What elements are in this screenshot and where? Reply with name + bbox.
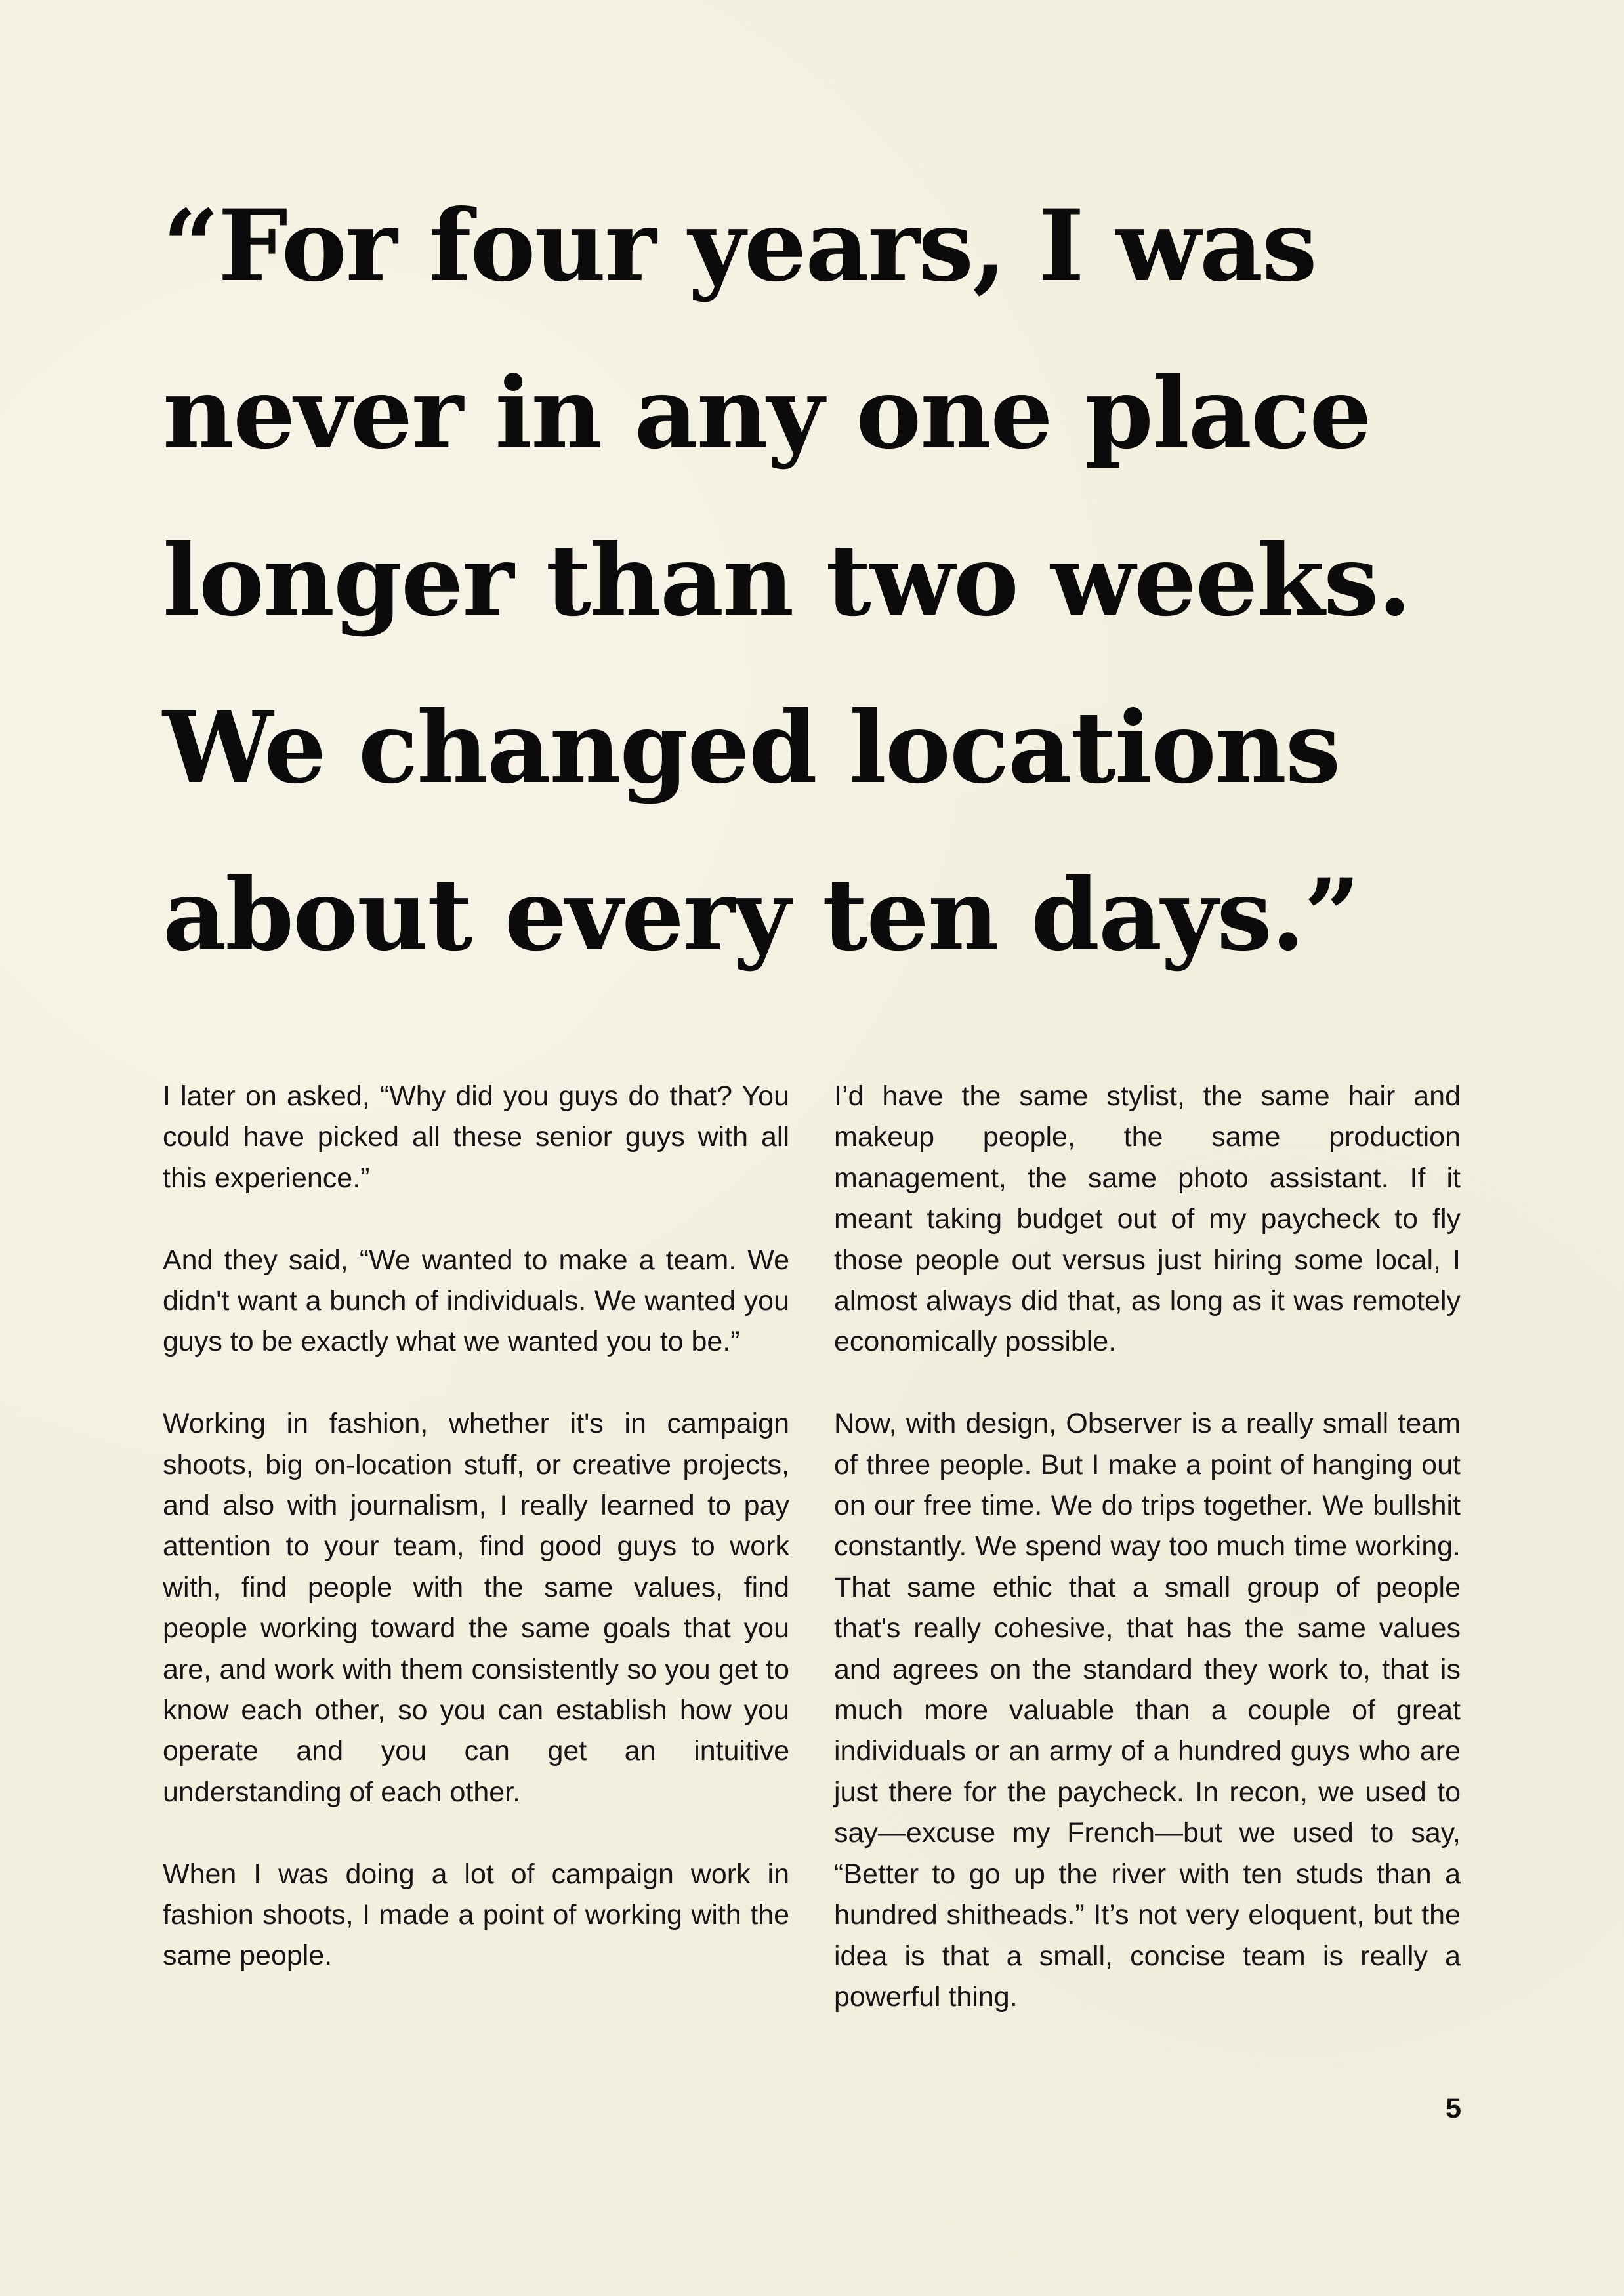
- pull-quote-line: longer than two weeks.: [163, 523, 1411, 638]
- paragraph: I’d have the same stylist, the same hair and makeup people, the same production management, the same photo assistant. If it meant taking budget out of my paycheck to fly those people out versus just hiring some local, I almost always did that, as long as it was remotely economically possible.: [834, 1080, 1461, 1358]
- body-columns: [163, 1076, 1461, 2017]
- pull-quote-line: never in any one place: [163, 356, 1371, 471]
- left-column: [163, 1076, 789, 2017]
- page-number: 5: [1446, 2093, 1461, 2124]
- pull-quote-line: We changed locations: [163, 690, 1340, 806]
- paragraph: I later on asked, “Why did you guys do that? You could have picked all these senior guys with all this experience.”: [163, 1080, 789, 1194]
- pull-quote-line: “For four years, I was: [163, 188, 1316, 304]
- pull-quote-line: about every ten days.”: [163, 857, 1360, 973]
- pull-quote: [163, 163, 1475, 999]
- paragraph: And they said, “We wanted to make a team. We didn't want a bunch of individuals. We wanted you guys to be exactly what we wanted you to be.”: [163, 1244, 789, 1358]
- right-column: [834, 1076, 1461, 2017]
- paragraph: Now, with design, Observer is a really small team of three people. But I make a point of hanging out on our free time. We do trips together. We bullshit constantly. We spend way too much time working. That same ethic that a small group of people that's really cohesive, that has the same values and agrees on the standard they work to, that is much more valuable than a couple of great individuals or an army of a hundred guys who are just there for the paycheck. In recon, we used to say—excuse my French—but we used to say, “Better to go up the river with ten studs than a hundred shitheads.” It’s not very eloquent, but the idea is that a small, concise team is really a powerful thing.: [834, 1408, 1461, 2013]
- paragraph: Working in fashion, whether it's in campaign shoots, big on-location stuff, or creative projects, and also with journalism, I really learned to pay attention to your team, find good guys to work with, find people with the same values, find people working toward the same goals that you are, and work with them consistently so you get to know each other, so you can establish how you operate and you can get an intuitive understanding of each other.: [163, 1408, 789, 1808]
- paragraph: When I was doing a lot of campaign work in fashion shoots, I made a point of working with the same people.: [163, 1858, 789, 1972]
